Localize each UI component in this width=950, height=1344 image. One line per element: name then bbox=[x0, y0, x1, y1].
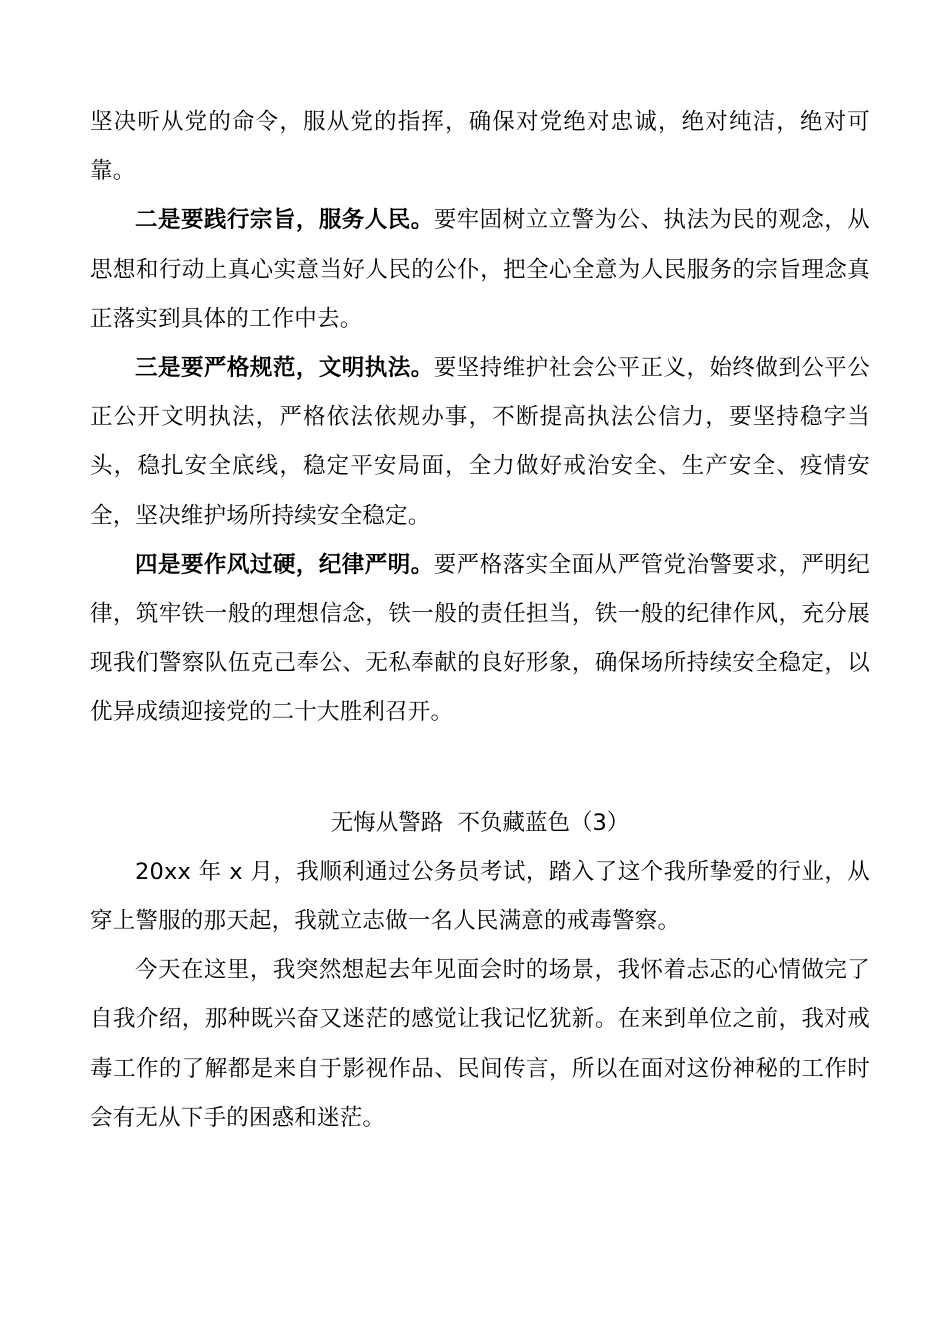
section-spacer bbox=[90, 738, 870, 799]
paragraph-point-4 bbox=[90, 541, 870, 738]
point-4-heading: 四是要作风过硬，纪律严明。 bbox=[135, 551, 434, 578]
point-3-heading: 三是要严格规范，文明执法。 bbox=[135, 355, 434, 382]
point-3-body: 要坚持维护社会公平正义，始终做到公平公正公开文明执法，严格依法依规办事，不断提高执法公信力，要坚持稳字当头，稳扎安全底线，稳定平安局面，全力做好戒治安全、生产安全、疫情安全，坚决维护场所持续安全稳定。 bbox=[90, 355, 870, 529]
paragraph-point-3 bbox=[90, 344, 870, 541]
paragraph-memory: 今天在这里，我突然想起去年见面会时的场景，我怀着忐忑的心情做完了自我介绍，那种既兴奋又迷茫的感觉让我记忆犹新。在来到单位之前，我对戒毒工作的了解都是来自于影视作品、民间传言，所以在面对这份神秘的工作时会有无从下手的困惑和迷茫。 bbox=[90, 957, 870, 1131]
paragraph-continuation: 坚决听从党的命令，服从党的指挥，确保对党绝对忠诚，绝对纯洁，绝对可靠。 bbox=[90, 109, 870, 185]
point-2-heading: 二是要践行宗旨，服务人民。 bbox=[135, 207, 434, 234]
point-4-body: 要严格落实全面从严管党治警要求，严明纪律，筑牢铁一般的理想信念，铁一般的责任担当，铁一般的纪律作风，充分展现我们警察队伍克己奉公、无私奉献的良好形象，确保场所持续安全稳定，以优异成绩迎接党的二十大胜利召开。 bbox=[90, 551, 870, 726]
point-2-body: 要牢固树立立警为公、执法为民的观念，从思想和行动上真心实意当好人民的公仆，把全心全意为人民服务的宗旨理念真正落实到具体的工作中去。 bbox=[90, 207, 870, 332]
section-title: 无悔从警路 不负藏蓝色（3） bbox=[330, 809, 630, 836]
paragraph-intro: 20xx 年 x 月，我顺利通过公务员考试，踏入了这个我所挚爱的行业，从穿上警服的那天起，我就立志做一名人民满意的戒毒警察。 bbox=[90, 858, 870, 935]
document-page bbox=[90, 98, 870, 1143]
paragraph-point-2 bbox=[90, 196, 870, 344]
